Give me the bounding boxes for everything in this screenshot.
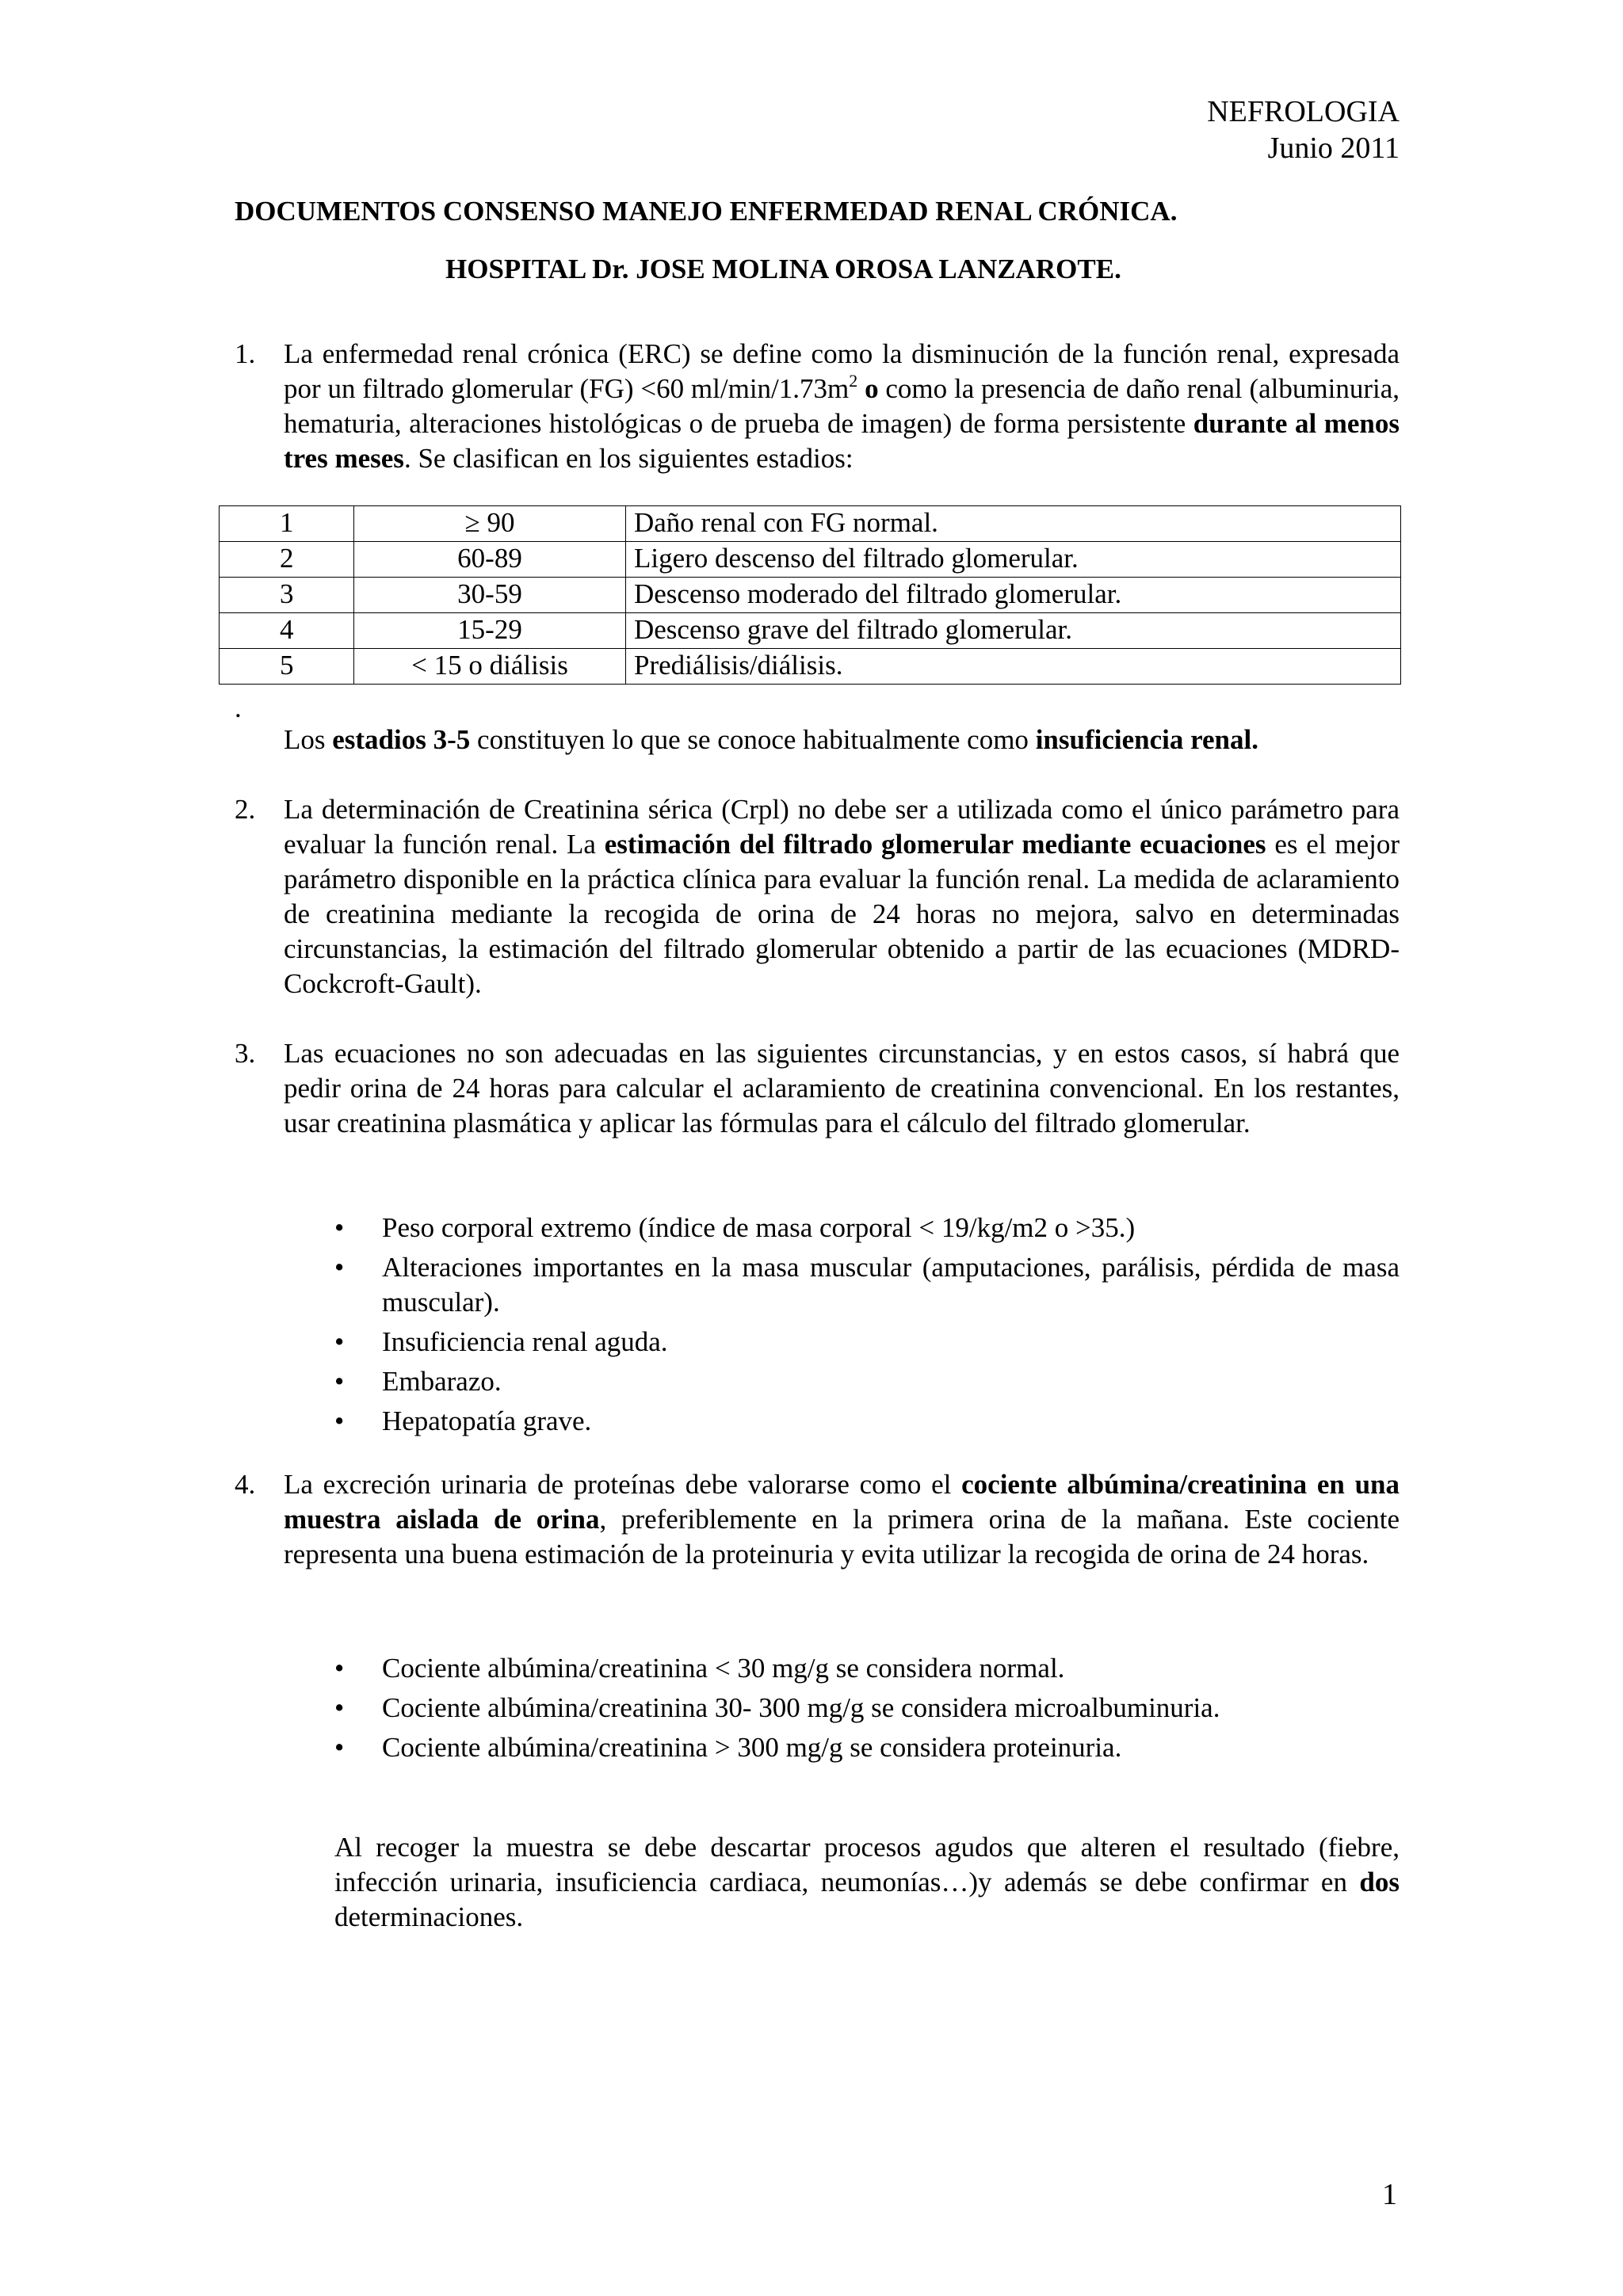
table-row: [220, 542, 1401, 578]
bullet-icon: •: [334, 1405, 345, 1436]
description-cell: Descenso moderado del filtrado glomerular.: [626, 578, 1401, 613]
document-title: DOCUMENTOS CONSENSO MANEJO ENFERMEDAD RENAL CRÓNICA.: [235, 196, 1178, 227]
section-2-paragraph: La determinación de Creatinina sérica (Crpl) no debe ser a utilizada como el único parámetro para evaluar la función renal. La estimación del filtrado glomerular mediante ecuaciones es el mejor parámetro disponible en la práctica clínica para evaluar la función renal. La medida de aclaramiento de creatinina mediante la recogida de orina de 24 horas no mejora, salvo en determinadas circunstancias, la estimación del filtrado glomerular obtenido a partir de las ecuaciones (MDRD-Cockcroft-Gault).: [284, 794, 1400, 999]
stages-note: Los estadios 3-5 constituyen lo que se conoce habitualmente como insuficiencia renal.: [284, 724, 1258, 755]
bullet-icon: •: [334, 1212, 345, 1243]
stage-cell: 4: [220, 613, 354, 649]
stage-cell: 3: [220, 578, 354, 613]
bullet-icon: •: [334, 1366, 345, 1397]
section-3-number: 3.: [235, 1038, 256, 1069]
description-cell: Daño renal con FG normal.: [626, 506, 1401, 542]
stage-cell: 2: [220, 542, 354, 578]
list-item: • Peso corporal extremo (índice de masa corporal < 19/kg/m2 o >35.): [334, 1211, 1400, 1245]
table-row: [220, 578, 1401, 613]
fg-cell: ≥ 90: [354, 506, 626, 542]
header-date: Junio 2011: [1267, 132, 1400, 165]
list-item: • Insuficiencia renal aguda.: [334, 1325, 1400, 1360]
section-1-paragraph: La enfermedad renal crónica (ERC) se define como la disminución de la función renal, expresada por un filtrado glomerular (FG) <60 $ml/\min/1.73m^2$ o como la presencia de daño renal (albuminuria, hematuria, alteraciones histológicas o de prueba de imagen) de forma persistente durante al menos tres meses. Se clasifican en los siguientes estadios:: [284, 338, 1400, 474]
table-row: [220, 613, 1401, 649]
section-4-bullet-list: [334, 1651, 1400, 1765]
stray-dot: .: [235, 692, 242, 723]
table-row: [220, 649, 1401, 685]
section-2-number: 2.: [235, 794, 256, 825]
fg-cell: < 15 o diálisis: [354, 649, 626, 685]
list-item: • Hepatopatía grave.: [334, 1404, 1400, 1439]
bullet-icon: •: [334, 1653, 345, 1684]
list-item: • Alteraciones importantes en la masa muscular (amputaciones, parálisis, pérdida de masa muscular).: [334, 1252, 1400, 1318]
stage-cell: 5: [220, 649, 354, 685]
description-cell: Prediálisis/diálisis.: [626, 649, 1401, 685]
stage-cell: 1: [220, 506, 354, 542]
header-journal: NEFROLOGIA: [1207, 95, 1400, 128]
bullet-icon: •: [334, 1732, 345, 1763]
list-item: • Cociente albúmina/creatinina > 300 mg/g se considera proteinuria.: [334, 1730, 1400, 1765]
bullet-icon: •: [334, 1326, 345, 1357]
section-4-paragraph: La excreción urinaria de proteínas debe valorarse como el cociente albúmina/creatinina en una muestra aislada de orina, preferiblemente en la primera orina de la mañana. Este cociente representa una buena estimación de la proteinuria y evita utilizar la recogida de orina de 24 horas.: [284, 1469, 1400, 1569]
section-4-number: 4.: [235, 1469, 256, 1500]
description-cell: Descenso grave del filtrado glomerular.: [626, 613, 1401, 649]
bullet-icon: •: [334, 1252, 345, 1283]
fg-cell: 15-29: [354, 613, 626, 649]
table-row: [220, 506, 1401, 542]
description-cell: Ligero descenso del filtrado glomerular.: [626, 542, 1401, 578]
stages-table: [219, 505, 1401, 685]
section-3-bullet-list: [334, 1211, 1400, 1439]
fg-cell: 60-89: [354, 542, 626, 578]
bullet-icon: •: [334, 1692, 345, 1723]
list-item: • Cociente albúmina/creatinina 30- 300 mg/g se considera microalbuminuria.: [334, 1691, 1400, 1726]
list-item: • Cociente albúmina/creatinina < 30 mg/g se considera normal.: [334, 1651, 1400, 1686]
section-3-paragraph: Las ecuaciones no son adecuadas en las siguientes circunstancias, y en estos casos, sí habrá que pedir orina de 24 horas para calcular el aclaramiento de creatinina convencional. En los restantes, usar creatinina plasmática y aplicar las fórmulas para el cálculo del filtrado glomerular.: [284, 1038, 1400, 1138]
list-item: • Embarazo.: [334, 1364, 1400, 1399]
document-subtitle: HOSPITAL Dr. JOSE MOLINA OROSA LANZAROTE.: [445, 254, 1121, 284]
document-header: [1207, 93, 1400, 166]
section-4-note: Al recoger la muestra se debe descartar procesos agudos que alteren el resultado (fiebre, infección urinaria, insuficiencia cardiaca, neumonías…)y además se debe confirmar en dos determinaciones.: [334, 1832, 1400, 1932]
fg-cell: 30-59: [354, 578, 626, 613]
page-number: 1: [1382, 2178, 1397, 2211]
section-1-number: 1.: [235, 338, 256, 369]
